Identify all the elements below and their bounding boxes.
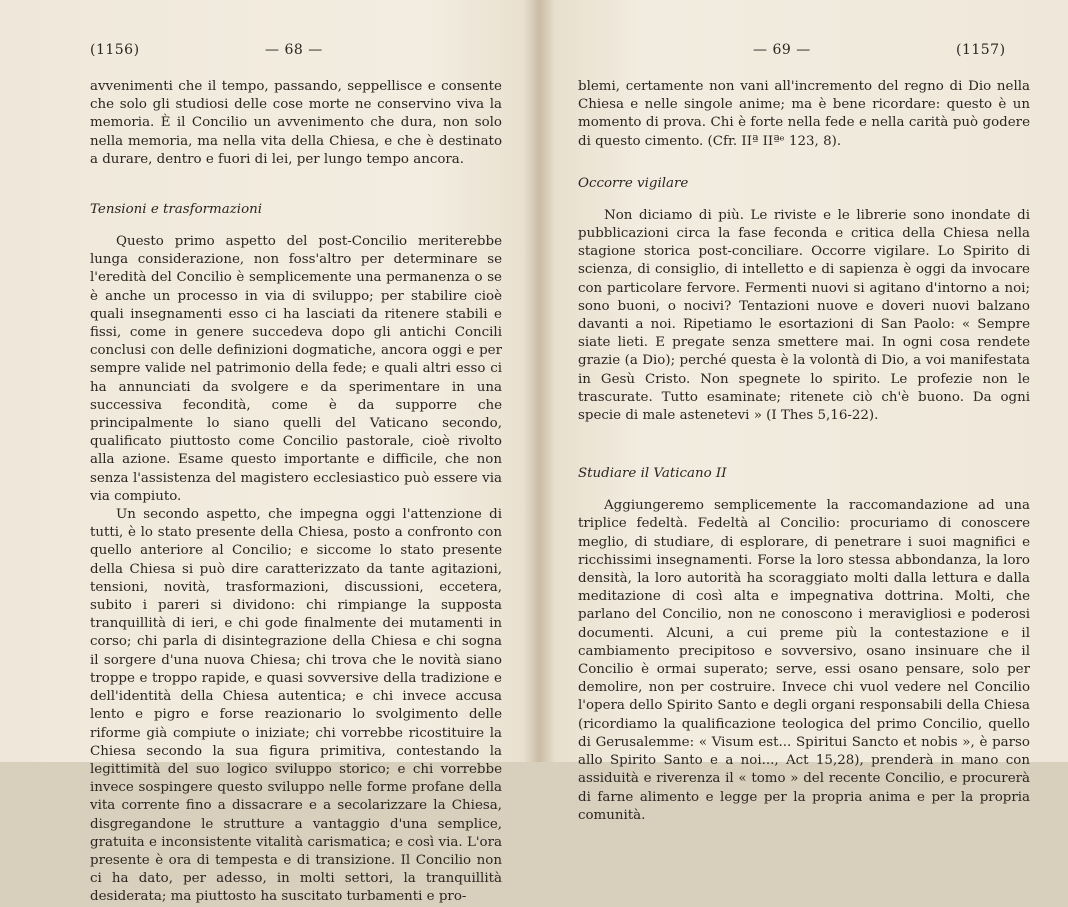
left-opening-paragraph: avvenimenti che il tempo, passando, seppellisce e consente che solo gli studiosi delle cose morte ne conservino viva la memoria. È il Concilio un avvenimento che dura, non solo nella memoria, ma nella vita della Chiesa, e che è destinato a durare, dentro e fuori di lei, per lungo tempo ancora.	[90, 79, 502, 167]
right-page	[538, 0, 1068, 823]
right-section-2-title: Studiare il Vaticano II	[578, 466, 727, 482]
right-section-1-title: Occorre vigilare	[578, 175, 689, 191]
right-page-number: — 69 —	[753, 42, 811, 58]
right-section-2-paragraph: Aggiungeremo semplicemente la raccomandazione ad una triplice fedeltà. Fedeltà al Concilio: procuriamo di conoscere meglio, di studiare, di esplorare, di penetrare i suoi magnifici e ricchissimi insegnamenti. Forse la loro stessa abbondanza, la loro densità, la loro autorità ha scoraggiato molti dalla lettura e dalla meditazione di così alta e impegnativa dottrina. Molti, che parlano del Concilio, non ne conoscono i meravigliosi e poderosi documenti. Alcuni, a cui preme più la contestazione e il cambiamento precipitoso e sovversivo, osano insinuare che il Concilio è ormai superato; serve, essi osano pensare, solo per demolire, non per costruire. Invece chi vuol vedere nel Concilio l'opera dello Spirito Santo e degli organi responsabili della Chiesa (ricordiamo la qualificazione teologica del primo Concilio, quello di Gerusalemme: « Visum est... Spiritui Sancto et nobis », è parso allo Spirito Santo e a noi..., Act 15,28), prenderà in mano con assiduità e riverenza il « tomo » del recente Concilio, e procurerà di farne alimento e legge per la propria anima e per la propria comunità.	[578, 498, 1030, 823]
right-opening-paragraph: blemi, certamente non vani all'incremento del regno di Dio nella Chiesa e nelle singole anime; ma è bene ricordare: questo è un momento di prova. Chi è forte nella fede e nella carità può godere di questo cimento. (Cfr. IIª IIªᵉ 123, 8).	[578, 79, 1030, 149]
left-paragraph-1: Questo primo aspetto del post-Concilio meriterebbe lunga considerazione, non foss'altro per determinare se l'eredità del Concilio è semplicemente una permanenza o se è anche un processo in via di sviluppo; per stabilire cioè quali insegnamenti esso ci ha lasciati da ritenere stabili e fissi, come in genere succedeva dopo gli antichi Concili conclusi con delle definizioni dogmatiche, ancora oggi e per sempre valide nel patrimonio della fede; e quali altri esso ci ha annunciati da svolgere e da sperimentare in una successiva fecondità, come è da supporre che principalmente lo siano quelli del Vaticano secondo, qualificato piuttosto come Concilio pastorale, cioè rivolto alla azione. Esame questo importante e difficile, che non senza l'assistenza del magistero ecclesiastico può essere via via compiuto.	[90, 234, 502, 504]
right-folio: (1157)	[956, 42, 1006, 58]
right-page-body	[578, 78, 1030, 825]
left-section-title: Tensioni e trasformazioni	[90, 202, 263, 218]
left-paragraph-2: Un secondo aspetto, che impegna oggi l'attenzione di tutti, è lo stato presente della Chiesa, posto a confronto con quello anteriore al Concilio; e siccome lo stato presente della Chiesa si può dire caratterizzato da tante agitazioni, tensioni, novità, trasformazioni, discussioni, eccetera, subito i pareri si dividono: chi rimpiange la supposta tranquillità di ieri, e chi gode finalmente dei mutamenti in corso; chi parla di disintegrazione della Chiesa e chi sogna il sorgere d'una nuova Chiesa; chi trova che le novità siano troppe e troppo rapide, e quasi sovversive della tradizione e dell'identità della Chiesa autentica; e chi invece accusa lento e pigro e forse reazionario lo svolgimento delle riforme già compiute o iniziate; chi vorrebbe ricostituire la Chiesa secondo la sua figura primitiva, contestando la legittimità del suo logico sviluppo storico; e chi vorrebbe invece sospingere questo sviluppo nelle forme profane della vita corrente fino a dissacrare e a secolarizzare la Chiesa, disgregandone le strutture a vantaggio d'una semplice, gratuita e inconsistente vitalità carismatica; e così via. L'ora presente è ora di tempesta e di transizione. Il Concilio non ci ha dato, per adesso, in molti settori, la tranquillità desiderata; ma piuttosto ha suscitato turbamenti e pro-	[90, 507, 502, 905]
left-folio: (1156)	[90, 42, 140, 58]
left-page-number: — 68 —	[265, 42, 323, 58]
left-page-body	[90, 78, 502, 907]
right-section-1-paragraph: Non diciamo di più. Le riviste e le librerie sono inondate di pubblicazioni circa la fase feconda e critica della Chiesa nella stagione storica post-conciliare. Occorre vigilare. Lo Spirito di scienza, di consiglio, di intelletto e di sapienza è oggi da invocare con particolare fervore. Fermenti nuovi si agitano d'intorno a noi; sono buoni, o nocivi? Tentazioni nuove e doveri nuovi balzano davanti a noi. Ripetiamo le esortazioni di San Paolo: « Sempre siate lieti. E pregate senza smettere mai. In ogni cosa rendete grazie (a Dio); perché questa è la volontà di Dio, a voi manifestata in Gesù Cristo. Non spegnete lo spirito. Le profezie non le trascurate. Tutto esaminate; ritenete ciò ch'è buono. Da ogni specie di male astenetevi » (I Thes 5,16-22).	[578, 207, 1030, 424]
